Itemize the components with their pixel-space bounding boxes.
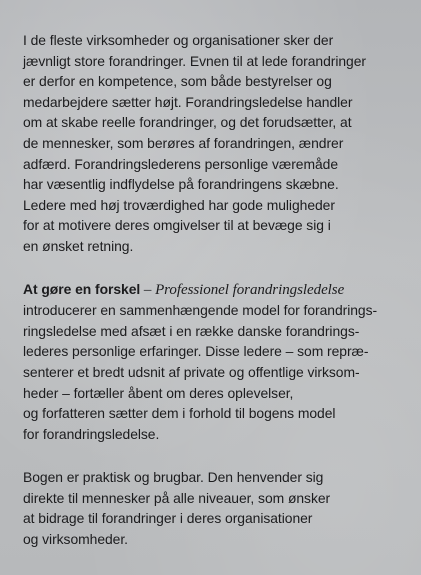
text-line: har væsentlig indflydelse på forandringens skæbne. [23, 176, 339, 193]
text-line: og forfatteren sætter dem i forhold til bogens model [23, 405, 336, 422]
text-line: er derfor en kompetence, som både bestyrelser og [23, 73, 332, 90]
book-title-line [23, 279, 413, 301]
text-line: heder – fortæller åbent om deres oplevelser, [23, 384, 294, 401]
book-subtitle: Professionel forandringsledelse [155, 281, 345, 298]
text-line: for at motivere deres omgivelser til at bevæge sig i [23, 217, 331, 234]
text-line: introducerer en sammenhængende model for forandrings- [23, 302, 378, 319]
text-line: at bidrage til forandringer i deres organisationer [23, 510, 313, 527]
text-line: medarbejdere sætter højt. Forandringsledelse handler [23, 93, 353, 110]
text-line: lederes personlige erfaringer. Disse ledere – som repræ- [23, 343, 369, 360]
book-title: At gøre en forskel [23, 280, 141, 297]
text-line: om at skabe reelle forandringer, og det forudsætter, at [23, 114, 352, 131]
text-line: senterer et bredt udsnit af private og offentlige virksom- [23, 363, 360, 380]
text-line: og virksomheder. [23, 531, 128, 548]
book-back-cover-text [23, 30, 413, 550]
paragraph-book-description [23, 279, 413, 445]
text-line: for forandringsledelse. [23, 425, 160, 442]
text-line: Bogen er praktisk og brugbar. Den henvender sig [23, 469, 324, 486]
text-line: en ønsket retning. [23, 237, 134, 254]
text-line: I de fleste virksomheder og organisationer sker der [23, 32, 334, 48]
paragraph-intro [23, 30, 413, 257]
title-separator: – [140, 281, 156, 298]
text-line: direkte til mennesker på alle niveauer, som ønsker [23, 489, 331, 506]
text-line: jævnligt store forandringer. Evnen til at lede forandringer [23, 52, 366, 69]
text-line: adfærd. Forandringslederens personlige væremåde [23, 155, 338, 172]
text-line: Ledere med høj troværdighed har gode muligheder [23, 196, 335, 213]
text-line: ringsledelse med afsæt i en række danske forandrings- [23, 322, 360, 339]
paragraph-closing [23, 467, 413, 549]
text-line: de mennesker, som berøres af forandringen, ændrer [23, 134, 344, 151]
